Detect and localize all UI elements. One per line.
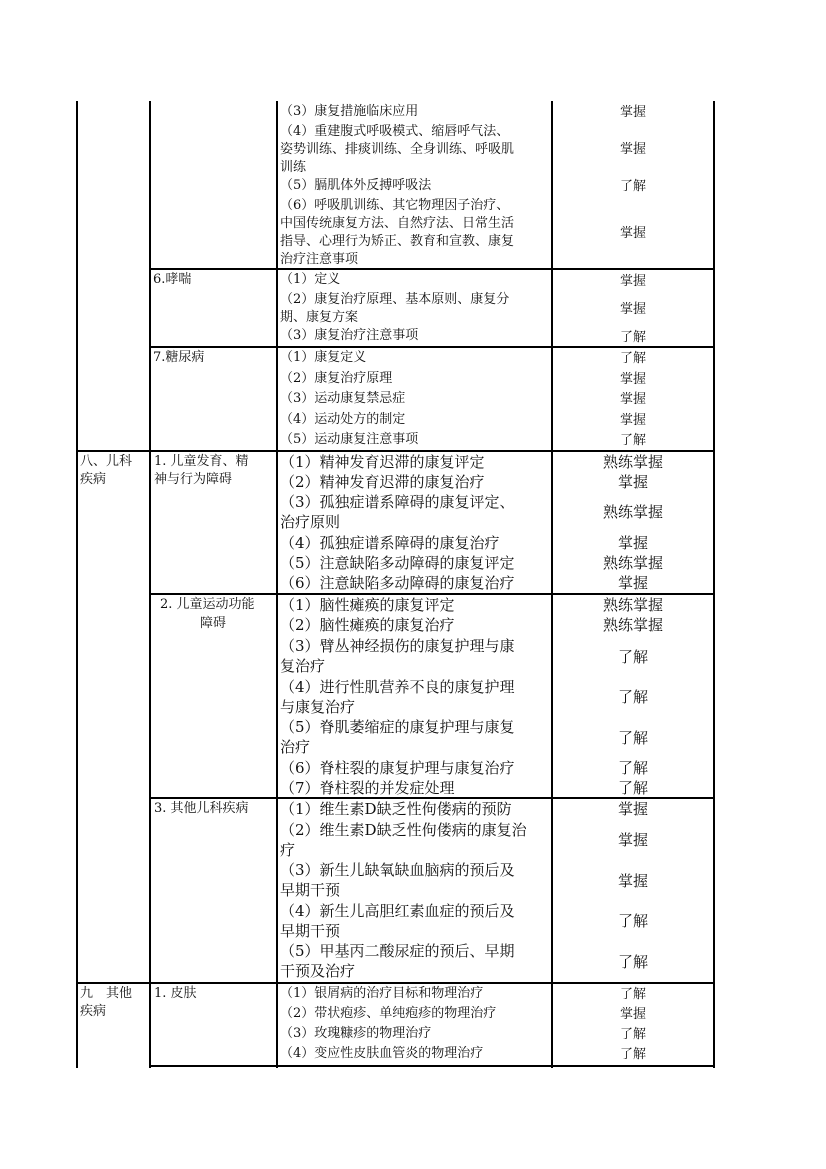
- unit-title: 1. 皮肤: [154, 986, 197, 1001]
- mastery-level: 了解: [619, 1027, 646, 1042]
- mastery-level: 掌握: [619, 413, 646, 428]
- item-line: 治疗原则: [280, 513, 341, 531]
- mastery-level: 了解: [619, 330, 646, 345]
- mastery-level: 掌握: [619, 372, 646, 387]
- item-line: （3）孤独症谱系障碍的康复评定、: [280, 493, 515, 511]
- item-line: （2）脑性瘫痪的康复治疗: [280, 616, 455, 634]
- mastery-level: 掌握: [617, 872, 648, 890]
- unit-title: 1. 儿童发育、精: [154, 454, 249, 469]
- mastery-level: 熟练掌握: [602, 453, 663, 471]
- item-line: （1）银屑病的治疗目标和物理治疗: [280, 986, 484, 1001]
- mastery-level: 掌握: [617, 534, 648, 552]
- item-line: （1）维生素D缺乏性佝偻病的预防: [280, 800, 512, 818]
- mastery-level: 掌握: [617, 831, 648, 849]
- mastery-level: 掌握: [617, 473, 648, 491]
- item-line: （5）脊肌萎缩症的康复护理与康复: [280, 718, 515, 736]
- item-line: 治疗: [280, 738, 311, 756]
- item-line: （1）康复定义: [280, 350, 367, 365]
- mastery-level: 掌握: [619, 1007, 646, 1022]
- mastery-level: 掌握: [619, 105, 646, 120]
- unit-title: 障碍: [200, 616, 227, 631]
- item-line: （4）重建腹式呼吸模式、缩唇呼气法、: [280, 124, 510, 139]
- item-line: （2）带状疱疹、单纯疱疹的物理治疗: [280, 1006, 497, 1021]
- item-line: （4）孤独症谱系障碍的康复治疗: [280, 534, 500, 552]
- mastery-level: 掌握: [619, 274, 646, 289]
- mastery-level: 了解: [619, 987, 646, 1002]
- row-rule: [149, 346, 715, 348]
- mastery-level: 熟练掌握: [602, 616, 663, 634]
- mastery-level: 了解: [619, 351, 646, 366]
- col-rule-2: [149, 101, 151, 1068]
- item-line: 指导、心理行为矫正、教育和宣教、康复: [280, 234, 515, 249]
- item-line: 训练: [280, 160, 307, 175]
- row-rule: [149, 1065, 715, 1067]
- mastery-level: 了解: [617, 912, 648, 930]
- mastery-level: 掌握: [619, 392, 646, 407]
- unit-title: 神与行为障碍: [154, 472, 233, 487]
- row-rule: [149, 593, 715, 595]
- mastery-level: 了解: [617, 779, 648, 797]
- item-line: 早期干预: [280, 922, 341, 940]
- mastery-level: 了解: [617, 953, 648, 971]
- item-line: （5）膈肌体外反搏呼吸法: [280, 178, 432, 193]
- mastery-level: 掌握: [617, 800, 648, 818]
- row-rule: [76, 982, 715, 984]
- col-rule-3: [276, 101, 278, 1068]
- item-line: 复治疗: [280, 657, 326, 675]
- item-line: 与康复治疗: [280, 698, 356, 716]
- row-rule: [149, 268, 715, 270]
- item-line: （6）注意缺陷多动障碍的康复治疗: [280, 574, 515, 592]
- item-line: （3）新生儿缺氧缺血脑病的预后及: [280, 861, 515, 879]
- section-title: 九 其他: [80, 986, 133, 1001]
- mastery-level: 熟练掌握: [602, 554, 663, 572]
- mastery-level: 了解: [619, 433, 646, 448]
- item-line: （6）呼吸肌训练、其它物理因子治疗、: [280, 198, 510, 213]
- item-line: 姿势训练、排痰训练、全身训练、呼吸肌: [280, 142, 515, 157]
- item-line: （3）康复治疗注意事项: [280, 328, 419, 343]
- item-line: （4）变应性皮肤血管炎的物理治疗: [280, 1046, 484, 1061]
- mastery-level: 熟练掌握: [602, 596, 663, 614]
- item-line: （5）运动康复注意事项: [280, 432, 419, 447]
- item-line: （5）甲基丙二酸尿症的预后、早期: [280, 942, 515, 960]
- item-line: （3）玫瑰糠疹的物理治疗: [280, 1026, 432, 1041]
- row-rule: [76, 450, 715, 452]
- item-line: 干预及治疗: [280, 962, 356, 980]
- mastery-level: 了解: [617, 688, 648, 706]
- item-line: （3）臂丛神经损伤的康复护理与康: [280, 637, 515, 655]
- item-line: （1）精神发育迟滞的康复评定: [280, 453, 485, 471]
- item-line: （3）康复措施临床应用: [280, 104, 419, 119]
- section-title: 八、儿科: [80, 454, 133, 469]
- mastery-level: 掌握: [619, 142, 646, 157]
- mastery-level: 掌握: [619, 226, 646, 241]
- mastery-level: 了解: [617, 759, 648, 777]
- item-line: （2）精神发育迟滞的康复治疗: [280, 473, 485, 491]
- mastery-level: 了解: [617, 648, 648, 666]
- mastery-level: 了解: [617, 729, 648, 747]
- row-rule: [149, 797, 715, 799]
- item-line: （2）康复治疗原理、基本原则、康复分: [280, 292, 510, 307]
- item-line: 治疗注意事项: [280, 252, 359, 267]
- item-line: （4）进行性肌营养不良的康复护理: [280, 678, 515, 696]
- item-line: （4）运动处方的制定: [280, 412, 406, 427]
- item-line: （1）定义: [280, 272, 341, 287]
- item-line: （7）脊柱裂的并发症处理: [280, 779, 455, 797]
- item-line: （3）运动康复禁忌症: [280, 391, 406, 406]
- mastery-level: 了解: [619, 179, 646, 194]
- item-line: （6）脊柱裂的康复护理与康复治疗: [280, 759, 515, 777]
- item-line: （5）注意缺陷多动障碍的康复评定: [280, 554, 515, 572]
- item-line: 疗: [280, 841, 296, 859]
- section-title: 疾病: [80, 472, 107, 487]
- col-rule-1: [76, 101, 78, 1068]
- mastery-level: 了解: [619, 1047, 646, 1062]
- item-line: 中国传统康复方法、自然疗法、日常生活: [280, 216, 515, 231]
- mastery-level: 掌握: [617, 574, 648, 592]
- unit-title: 6.哮喘: [153, 272, 192, 287]
- item-line: 早期干预: [280, 881, 341, 899]
- item-line: （2）康复治疗原理: [280, 371, 393, 386]
- mastery-level: 熟练掌握: [602, 503, 663, 521]
- col-rule-5: [713, 101, 715, 1068]
- unit-title: 3. 其他儿科疾病: [154, 801, 249, 816]
- section-title: 疾病: [80, 1004, 107, 1019]
- item-line: （1）脑性瘫痪的康复评定: [280, 596, 455, 614]
- item-line: 期、康复方案: [280, 310, 359, 325]
- item-line: （4）新生儿高胆红素血症的预后及: [280, 902, 515, 920]
- item-line: （2）维生素D缺乏性佝偻病的康复治: [280, 821, 527, 839]
- unit-title: 2. 儿童运动功能: [160, 597, 255, 612]
- mastery-level: 掌握: [619, 302, 646, 317]
- unit-title: 7.糖尿病: [153, 350, 205, 365]
